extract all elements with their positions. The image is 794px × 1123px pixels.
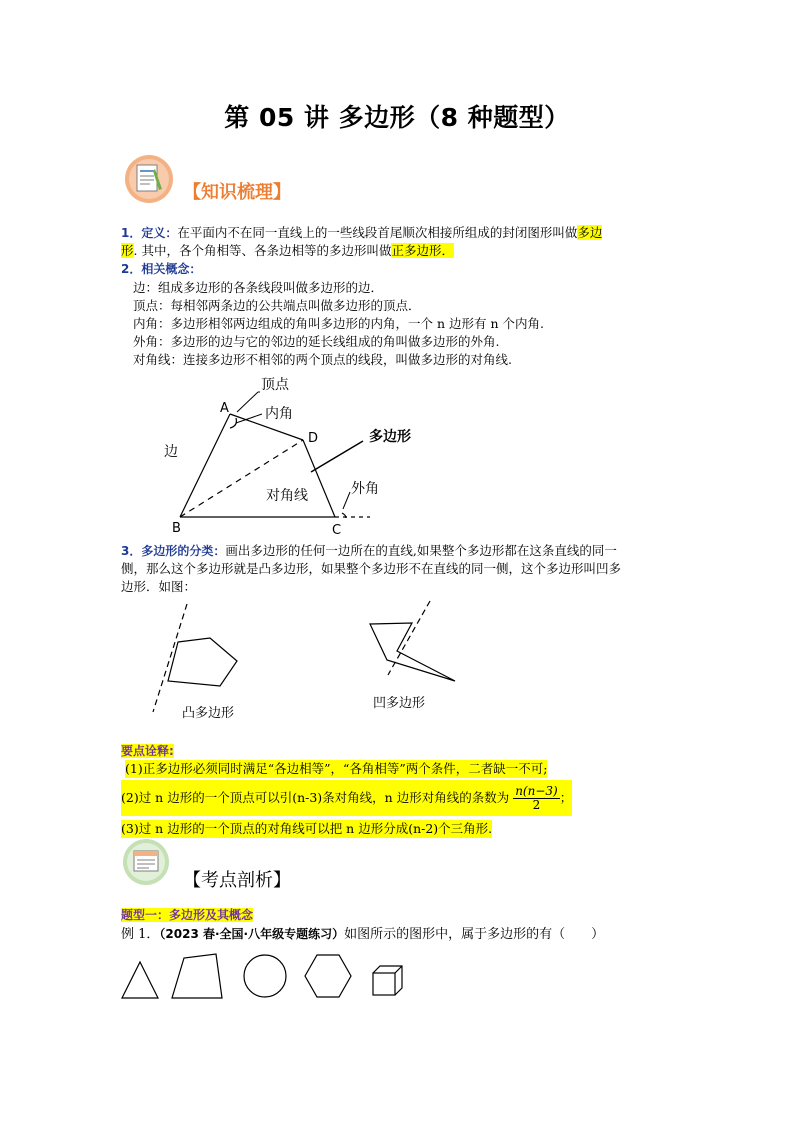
interior-pointer bbox=[236, 414, 262, 423]
knowledge-section-heading: 【知识梳理】 bbox=[183, 182, 291, 203]
term-polygon-a: 多边 bbox=[577, 225, 603, 240]
analysis-section-heading: 【考点剖析】 bbox=[183, 870, 291, 891]
hexagon-shape bbox=[305, 955, 351, 997]
label-exterior-angle: 外角 bbox=[351, 481, 379, 497]
concept-interior-angle: 内角：多边形相邻两边组成的角叫多边形的内角，一个 n 边形有 n 个内角. bbox=[133, 316, 544, 331]
cube-shape bbox=[373, 966, 402, 995]
notebook-ruler-icon bbox=[124, 154, 174, 204]
example-1 bbox=[121, 925, 604, 944]
classification-line-2: 侧，那么这个多边形就是凸多边形，如果整个多边形不在直线的同一侧，这个多边形叫凹多 bbox=[121, 561, 622, 576]
definition-line-1 bbox=[121, 224, 602, 242]
classification-line-1: 3．多边形的分类：画出多边形的任何一边所在的直线,如果整个多边形都在这条直线的同一 bbox=[121, 543, 617, 558]
exterior-pointer bbox=[343, 492, 350, 509]
triangle-shape bbox=[122, 962, 158, 998]
knowledge-section-icon bbox=[124, 154, 174, 208]
concept-side: 边：组成多边形的各条线段叫做多边形的边． bbox=[133, 280, 384, 295]
page-title: 第 05 讲 多边形（8 种题型） bbox=[224, 103, 570, 132]
key-points-block bbox=[121, 742, 621, 836]
diagonal-count-fraction: $\frac{n(n-3)}{2}$ bbox=[515, 784, 558, 812]
side-AB bbox=[180, 414, 230, 517]
classification-label: 3．多边形的分类： bbox=[121, 544, 226, 558]
definition-label: 1．定义： bbox=[121, 226, 178, 240]
convex-reference-line bbox=[153, 604, 187, 712]
label-polygon: 多边形 bbox=[369, 429, 411, 445]
concept-diagonal: 对角线：连接多边形不相邻的两个顶点的线段，叫做多边形的对角线. bbox=[133, 352, 512, 367]
question-type-1: 题型一：多边形及其概念 bbox=[121, 908, 254, 922]
key-point-1: (1)正多边形必须同时满足“各边相等”，“各角相等”两个条件，二者缺一不可; bbox=[125, 761, 548, 776]
convex-concave-figure bbox=[140, 598, 470, 726]
example-prefix: 例 1． bbox=[121, 927, 160, 942]
label-side: 边 bbox=[164, 444, 178, 460]
vertex-A-label: A bbox=[220, 401, 229, 416]
polygon-pointer bbox=[311, 441, 363, 472]
side-CD bbox=[303, 440, 335, 517]
classification-line-3: 边形．如图： bbox=[121, 579, 197, 594]
convex-polygon bbox=[168, 638, 237, 686]
definition-text-b: . 其中，各个角相等、各条边相等的多边形叫做 bbox=[133, 243, 392, 258]
quadrilateral-shape bbox=[172, 954, 222, 998]
vertex-C-label: C bbox=[332, 523, 342, 538]
convex-label: 凸多边形 bbox=[182, 706, 235, 721]
circle-shape bbox=[244, 955, 286, 997]
term-polygon-b: 形 bbox=[121, 243, 134, 258]
vertex-D-label: D bbox=[308, 431, 319, 446]
concept-exterior-angle: 外角：多边形的边与它的邻边的延长线组成的角叫做多边形的外角. bbox=[133, 334, 500, 349]
vertex-pointer bbox=[237, 392, 258, 412]
concave-reference-line bbox=[388, 601, 430, 675]
vertex-B-label: B bbox=[172, 521, 181, 536]
concepts-heading: 2．相关概念： bbox=[121, 262, 202, 276]
concave-label: 凹多边形 bbox=[373, 696, 426, 711]
analysis-section-icon bbox=[122, 838, 170, 890]
key-point-2: (2)过 n 边形的一个顶点可以引(n-3)条对角线，n 边形对角线的条数为 $\frac{n(n-3)}{2}$ ； bbox=[121, 780, 572, 816]
concept-vertex: 顶点：每相邻两条边的公共端点叫做多边形的顶点． bbox=[133, 298, 421, 313]
polygon-concept-figure bbox=[150, 372, 450, 542]
term-regular-polygon: 正多边形． bbox=[391, 243, 454, 258]
definition-text-a: 在平面内不在同一直线上的一些线段首尾顺次相接所组成的封闭图形叫做 bbox=[177, 225, 578, 240]
label-interior-angle: 内角 bbox=[265, 406, 293, 422]
interior-angle-arc bbox=[230, 418, 236, 428]
example-shapes-figure bbox=[118, 952, 418, 1004]
label-diagonal: 对角线 bbox=[266, 488, 308, 504]
key-points-heading: 要点诠释: bbox=[121, 744, 174, 758]
label-vertex: 顶点 bbox=[261, 377, 289, 393]
document-icon bbox=[122, 838, 170, 886]
definition-line-2 bbox=[121, 242, 454, 260]
key-point-3: (3)过 n 边形的一个顶点的对角线可以把 n 边形分成(n-2)个三角形. bbox=[121, 821, 493, 836]
example-source: （2023 春·全国·八年级专题练习） bbox=[159, 927, 345, 941]
example-text: 如图所示的图形中，属于多边形的有（ ） bbox=[344, 927, 605, 942]
